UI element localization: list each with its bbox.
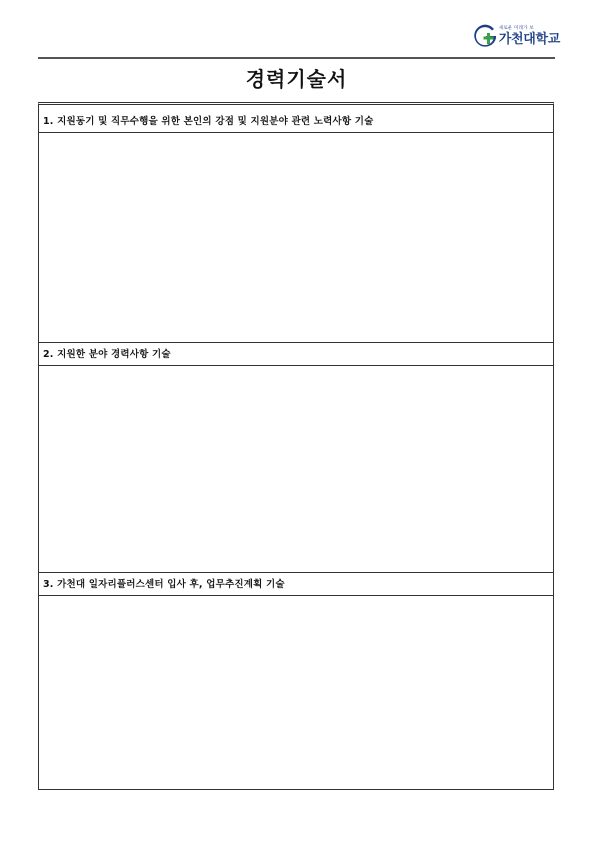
section-2-answer-area[interactable] bbox=[39, 366, 553, 573]
logo-text bbox=[499, 26, 560, 47]
logo-university-name: 가천대학교 bbox=[498, 31, 560, 47]
gachon-logo-icon bbox=[473, 24, 497, 48]
document-title: 경력기술서 bbox=[245, 67, 348, 91]
university-logo bbox=[473, 24, 560, 48]
section-2-header: 2. 지원한 분야 경력사항 기술 bbox=[39, 343, 553, 366]
section-1-answer-area[interactable] bbox=[39, 133, 553, 343]
section-1-header: 1. 지원동기 및 직무수행을 위한 본인의 강점 및 지원분야 관련 노력사항 기술 bbox=[39, 110, 553, 133]
section-3-header: 3. 가천대 일자리플러스센터 입사 후, 업무추진계획 기술 bbox=[39, 573, 553, 596]
career-statement-form bbox=[38, 102, 554, 790]
header-divider bbox=[38, 57, 555, 59]
section-3-answer-area[interactable] bbox=[39, 596, 553, 790]
logo-tagline: 새로운 미래가 보 bbox=[498, 25, 534, 31]
